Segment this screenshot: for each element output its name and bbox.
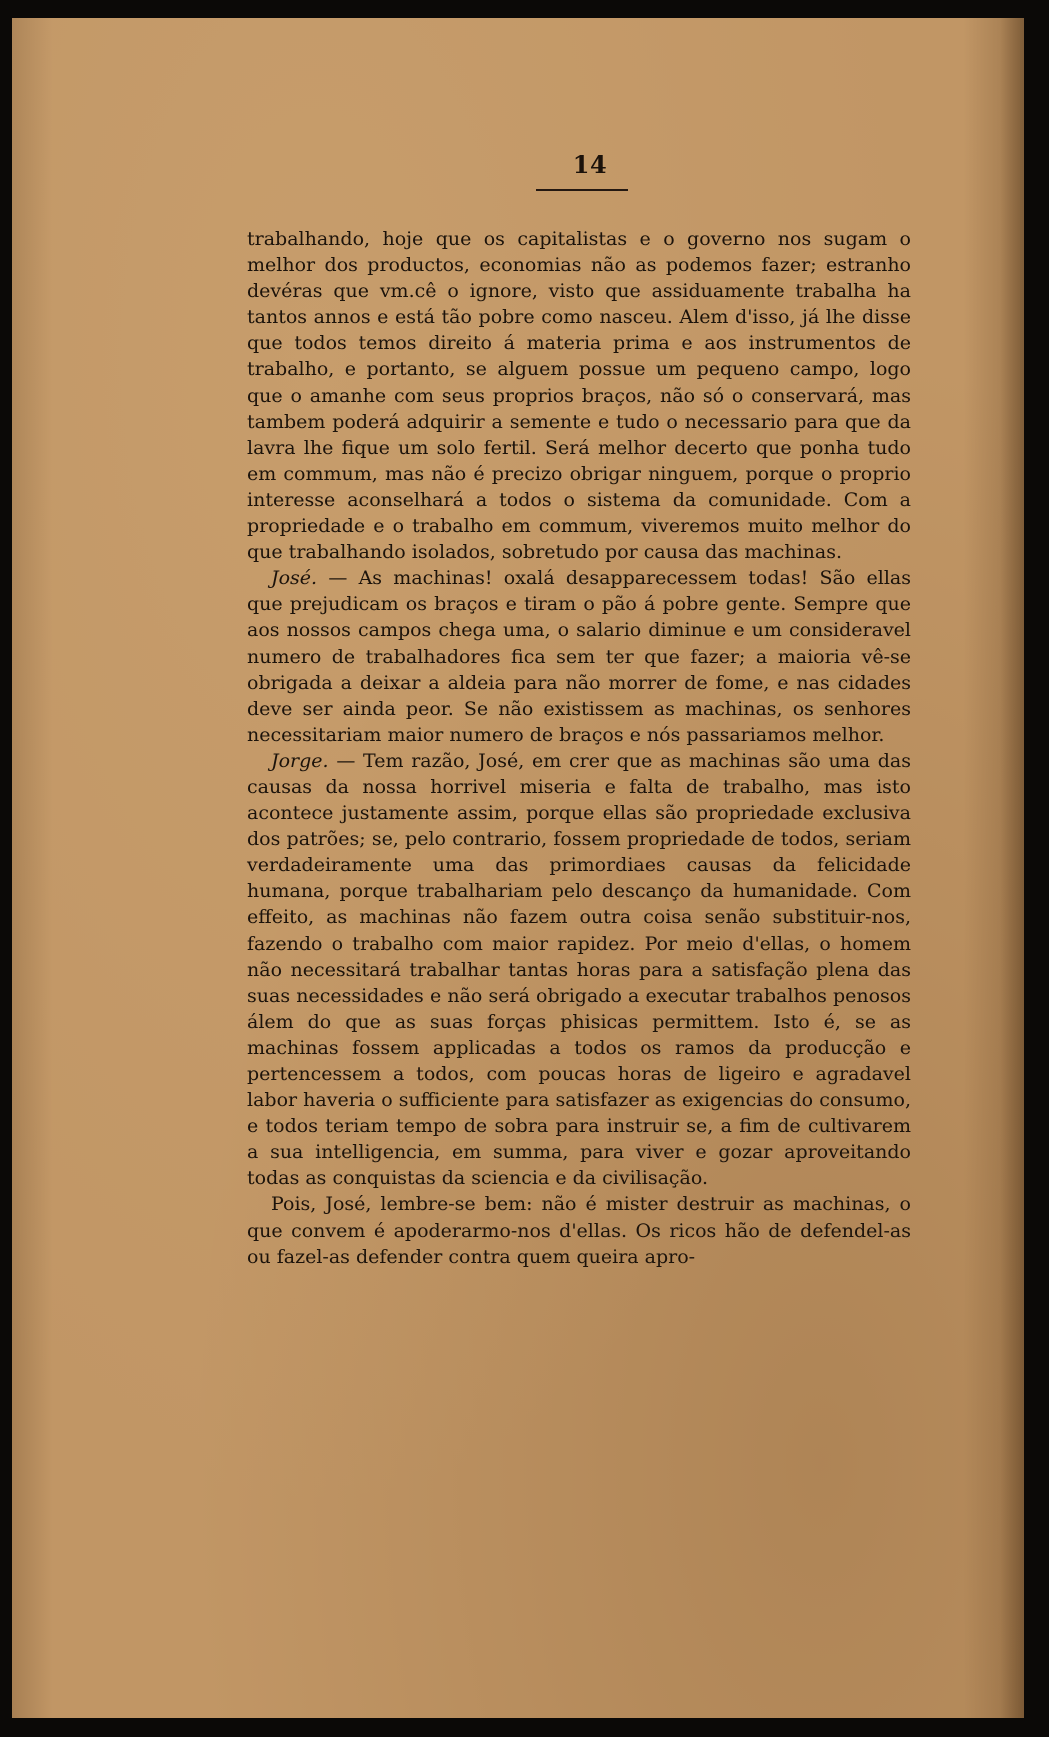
paragraph-2 [247, 565, 911, 748]
paragraph-3-text: — Tem razão, José, em crer que as machinas são uma das causas da nossa horrivel miseria e falta de trabalho, mas isto acontece justamente assim, porque ellas são propriedade exclusiva dos patrões; se, pelo contrario, fossem propriedade de todos, seriam verdadeiramente uma das primordiaes causas da felicidade humana, porque trabalhariam pelo descanço da humanidade. Com effeito, as machinas não fazem outra coisa senão substituir-nos, fazendo o trabalho com maior rapidez. Por meio d'ellas, o homem não necessitará trabalhar tantas horas para a satisfação plena das suas necessidades e não será obrigado a executar trabalhos penosos álem do que as suas forças phisicas permittem. Isto é, se as machinas fossem applicadas a todos os ramos da producção e pertencessem a todos, com poucas horas de ligeiro e agradavel labor haveria o sufficiente para satisfazer as exigencias do consumo, e todos teriam tempo de sobra para instruir se, a fim de cultivarem a sua intelligencia, em summa, para viver e gozar aproveitando todas as conquistas da sciencia e da civilisação. [247, 749, 911, 1190]
paragraph-3 [247, 748, 911, 1192]
page-edge-shadow [1000, 18, 1024, 1718]
paragraph-4-text: Pois, José, lembre-se bem: não é mister destruir as machinas, o que convem é apoderarmo-nos d'ellas. Os ricos hão de defendel-as ou fazel-as defender contra quem queira apro- [247, 1193, 911, 1268]
page-number-rule [536, 189, 628, 191]
page-number: 14 [572, 150, 608, 179]
speaker-jorge: Jorge. [271, 749, 329, 772]
paragraph-1-text: trabalhando, hoje que os capitalistas e o governo nos sugam o melhor dos productos, economias não as podemos fazer; estranho devéras que vm.cê o ignore, visto que assiduamente trabalha ha tantos annos e está tão pobre como nasceu. Alem d'isso, já lhe disse que todos temos direito á materia prima e aos instrumentos de trabalho, e portanto, se alguem possue um pequeno campo, logo que o amanhe com seus proprios braços, não só o conservará, mas tambem poderá adquirir a semente e tudo o necessario para que da lavra lhe fique um solo fertil. Será melhor decerto que ponha tudo em commum, mas não é precizo obrigar ninguem, porque o proprio interesse aconselhará a todos o sistema da comunidade. Com a propriedade e o trabalho em commum, viveremos muito melhor do que trabalhando isolados, sobretudo por causa das machinas. [247, 228, 911, 564]
paragraph-4 [247, 1191, 911, 1269]
paragraph-2-text: — As machinas! oxalá desapparecessem todas! São ellas que prejudicam os braços e tiram o pão á pobre gente. Sempre que aos nossos campos chega uma, o salario diminue e um consideravel numero de trabalhadores fica sem ter que fazer; a maioria vê-se obrigada a deixar a aldeia para não morrer de fome, e nas cidades deve ser ainda peor. Se não existissem as machinas, os senhores necessitariam maior numero de braços e nós passariamos melhor. [247, 567, 911, 746]
speaker-jose: José. [271, 567, 318, 590]
paragraph-1 [247, 226, 911, 565]
body-text [247, 226, 911, 1270]
